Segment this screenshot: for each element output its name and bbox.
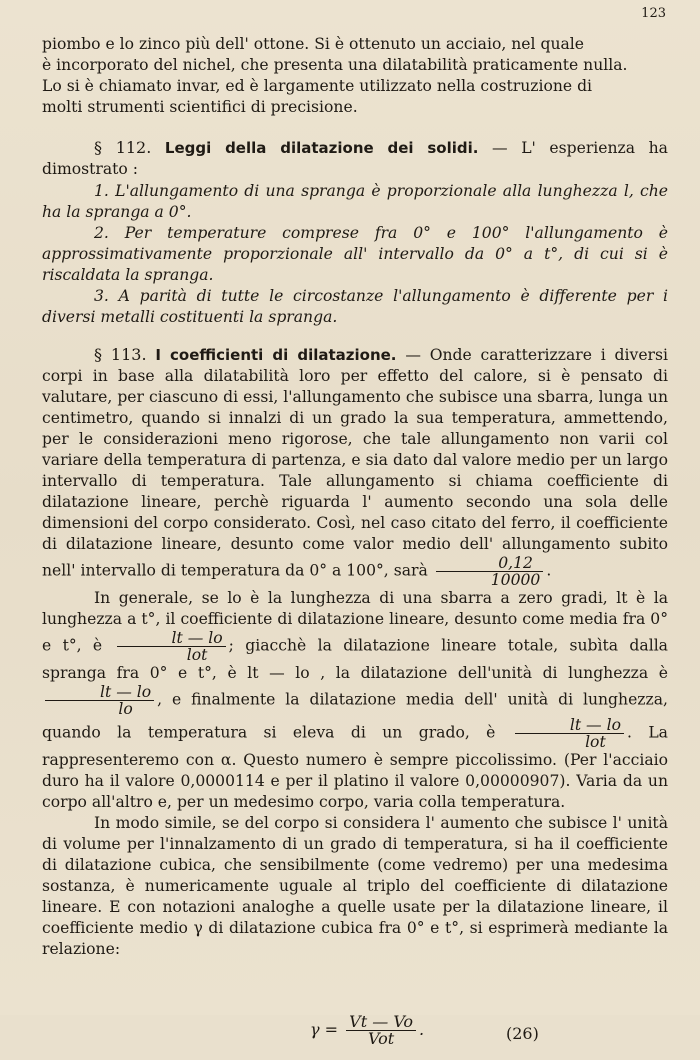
law-list — [42, 181, 668, 328]
law-item: 3. A parità di tutte le circostanze l'allungamento è differente per i diversi metalli costituenti la spranga. — [42, 287, 668, 326]
intro-paragraph — [42, 34, 668, 118]
page-number: 123 — [641, 6, 666, 21]
fraction-numerator: lt — lo — [117, 630, 226, 647]
fraction-unit-dilatation — [45, 684, 154, 717]
fraction-denominator: lot — [186, 646, 208, 664]
fraction-denominator: lot — [585, 733, 606, 751]
fraction-linear-coefficient — [117, 630, 226, 663]
equation-26 — [42, 1012, 668, 1060]
section-112-heading: Leggi della dilatazione dei solidi. — [164, 139, 479, 157]
law-item: 2. Per temperature comprese fra 0° e 100° l'allungamento è approssimativamente proporzionale all' intervallo da 0° a t°, di cui si è riscaldata la spranga. — [42, 224, 668, 284]
intro-line: molti strumenti scientifici di precisione. — [42, 98, 358, 116]
equation-fraction — [346, 1014, 416, 1047]
fraction-numerator: Vt — Vo — [346, 1014, 416, 1031]
section-113-paragraph-2b: ; giacchè la dilatazione lineare totale, subìta dalla spranga fra 0° e t°, è lt — lo , la dilatazione dell'unità di lunghezza è — [42, 636, 668, 682]
fraction-numerator: lt — lo — [45, 684, 154, 701]
section-113-paragraph-1: — Onde caratterizzare i diversi corpi in base alla dilatabilità loro per effetto del calore, si è pensato di valutare, per ciascuno di essi, l'allungamento che subisce una sbarra, lunga un centimetro, quando si innalzi di un grado la sua temperatura, ammettendo, per le considerazioni meno rigorose, che tale allungamento non varii col variare della temperatura di partenza, e sia dato dal valore medio per un largo intervallo di temperatura. Tale allungamento si chiama coefficiente di dilatazione lineare, perchè riguarda l' aumento secondo una sola delle dimensioni del corpo considerato. Così, nel caso citato del ferro, il coefficiente di dilatazione lineare, desunto come valor medio dell' allungamento subito nell' intervallo di temperatura da 0° a 100°, sarà — [42, 346, 668, 580]
section-113: § 113. I coefficienti di dilatazione. — Onde caratterizzare i diversi corpi in base alla dilatabilità loro per effetto del calore, si è pensato di valutare, per ciascuno di essi, l'allungamento che subisce una sbarra, lunga un centimetro, quando si innalzi di un grado la sua temperatura, ammettendo, per le considerazioni meno rigorose, che tale allungamento non varii col variare della temperatura di partenza, e sia dato dal valore medio per un largo intervallo di temperatura. Tale allungamento si chiama coefficiente di dilatazione lineare, perchè riguarda l' aumento secondo una sola delle dimensioni del corpo considerato. Così, nel caso citato del ferro, il coefficiente di dilatazione lineare, desunto come valor medio dell' allungamento subito nell' intervallo di temperatura da 0° a 100°, sarà $\frac{0,12}{10000}$ . In generale, se lo è la lunghezza di una sbarra a zero gradi, lt è la lunghezza a t°, il coefficiente di dilatazione lineare, desunto come media fra 0° e t°, è $\frac{lt — lo}{\text{lot}}$ ; giacchè la dilatazione lineare totale, subìta dalla spranga fra 0° e t°, è lt — lo , la dilatazione dell'unità di lunghezza è $\frac{lt — lo}{lo}$ , e finalmente la dilatazione media dell' unità di lunghezza, quando la temperatura si eleva di un grado, è $\frac{lt — lo}{\text{lot}}$ . La rappresenteremo con α. Questo numero è sempre piccolissimo. (Per l'acciaio duro ha il valore 0,0000114 e per il platino il valore 0,00000907). Varia da un corpo all'altro e, per un medesimo corpo, varia colla temperatura. In modo simile, se del corpo si considera l' aumento che subisce l' unità di volume per l'innalzamento di un grado di temperatura, si ha il coefficiente di dilatazione cubica, che sensibilmente (come vedremo) per una medesima sostanza, è numericamente uguale al triplo del coefficiente di dilatazione lineare. E con notazioni analoghe a quelle usate per la dilatazione lineare, il coefficiente medio γ di dilatazione cubica fra 0° e t°, si esprimerà mediante la relazione: — [42, 345, 668, 958]
intro-line: Lo si è chiamato invar, ed è largamente utilizzato nella costruzione di — [42, 77, 593, 95]
section-113-paragraph-3: In modo simile, se del corpo si considera l' aumento che subisce l' unità di volume per l'innalzamento di un grado di temperatura, si ha il coefficiente di dilatazione cubica, che sensibilmente (come vedremo) per una medesima sostanza, è numericamente uguale al triplo del coefficiente di dilatazione lineare. E con notazioni analoghe a quelle usate per la dilatazione lineare, il coefficiente medio γ di dilatazione cubica fra 0° e t°, si esprimerà mediante la relazione: — [42, 814, 668, 958]
fraction-numerator: 0,12 — [436, 555, 544, 572]
intro-line: è incorporato del nichel, che presenta una dilatabilità praticamente nulla. — [42, 56, 628, 74]
section-112-number: § 112. — [94, 138, 152, 157]
section-113-paragraph-2c: , e finalmente la dilatazione media dell' unità di lunghezza, quando la temperatura si eleva di un grado, è — [42, 690, 668, 742]
equation-number: (26) — [506, 1024, 539, 1043]
fraction-numerator: lt — lo — [515, 717, 624, 734]
section-112-lead: — L' esperienza ha dimostrato : — [42, 139, 668, 178]
section-113-number: § 113. — [94, 345, 147, 364]
section-113-heading: I coefficienti di dilatazione. — [155, 346, 397, 364]
fraction-denominator: lo — [118, 700, 133, 718]
law-item: 1. L'allungamento di una spranga è proporzionale alla lunghezza l, che ha la spranga a 0°. — [42, 182, 668, 221]
equation-body: γ = $\frac{Vt — Vo}{\text{Vot}}$ . — [310, 1012, 425, 1048]
section-113-paragraph-2d: . La rappresenteremo con α. Questo numero è sempre piccolissimo. (Per l'acciaio duro ha il valore 0,0000114 e per il platino il valore 0,00000907). Varia da un corpo all'altro e, per un medesimo corpo, varia colla temperatura. — [42, 723, 668, 811]
equation-lhs: γ = — [310, 1020, 339, 1039]
fraction-denominator: Vot — [368, 1029, 395, 1048]
fraction-iron-coefficient — [436, 555, 544, 588]
fraction-denominator: 10000 — [490, 571, 541, 589]
section-112 — [42, 137, 668, 328]
intro-line: piombo e lo zinco più dell' ottone. Si è ottenuto un acciaio, nel quale — [42, 35, 584, 53]
section-113-paragraph-2a: In generale, se lo è la lunghezza di una sbarra a zero gradi, lt è la lunghezza a t°, il coefficiente di dilatazione lineare, desunto come media fra 0° e t°, è — [42, 589, 668, 655]
fraction-mean-dilatation — [515, 717, 624, 750]
